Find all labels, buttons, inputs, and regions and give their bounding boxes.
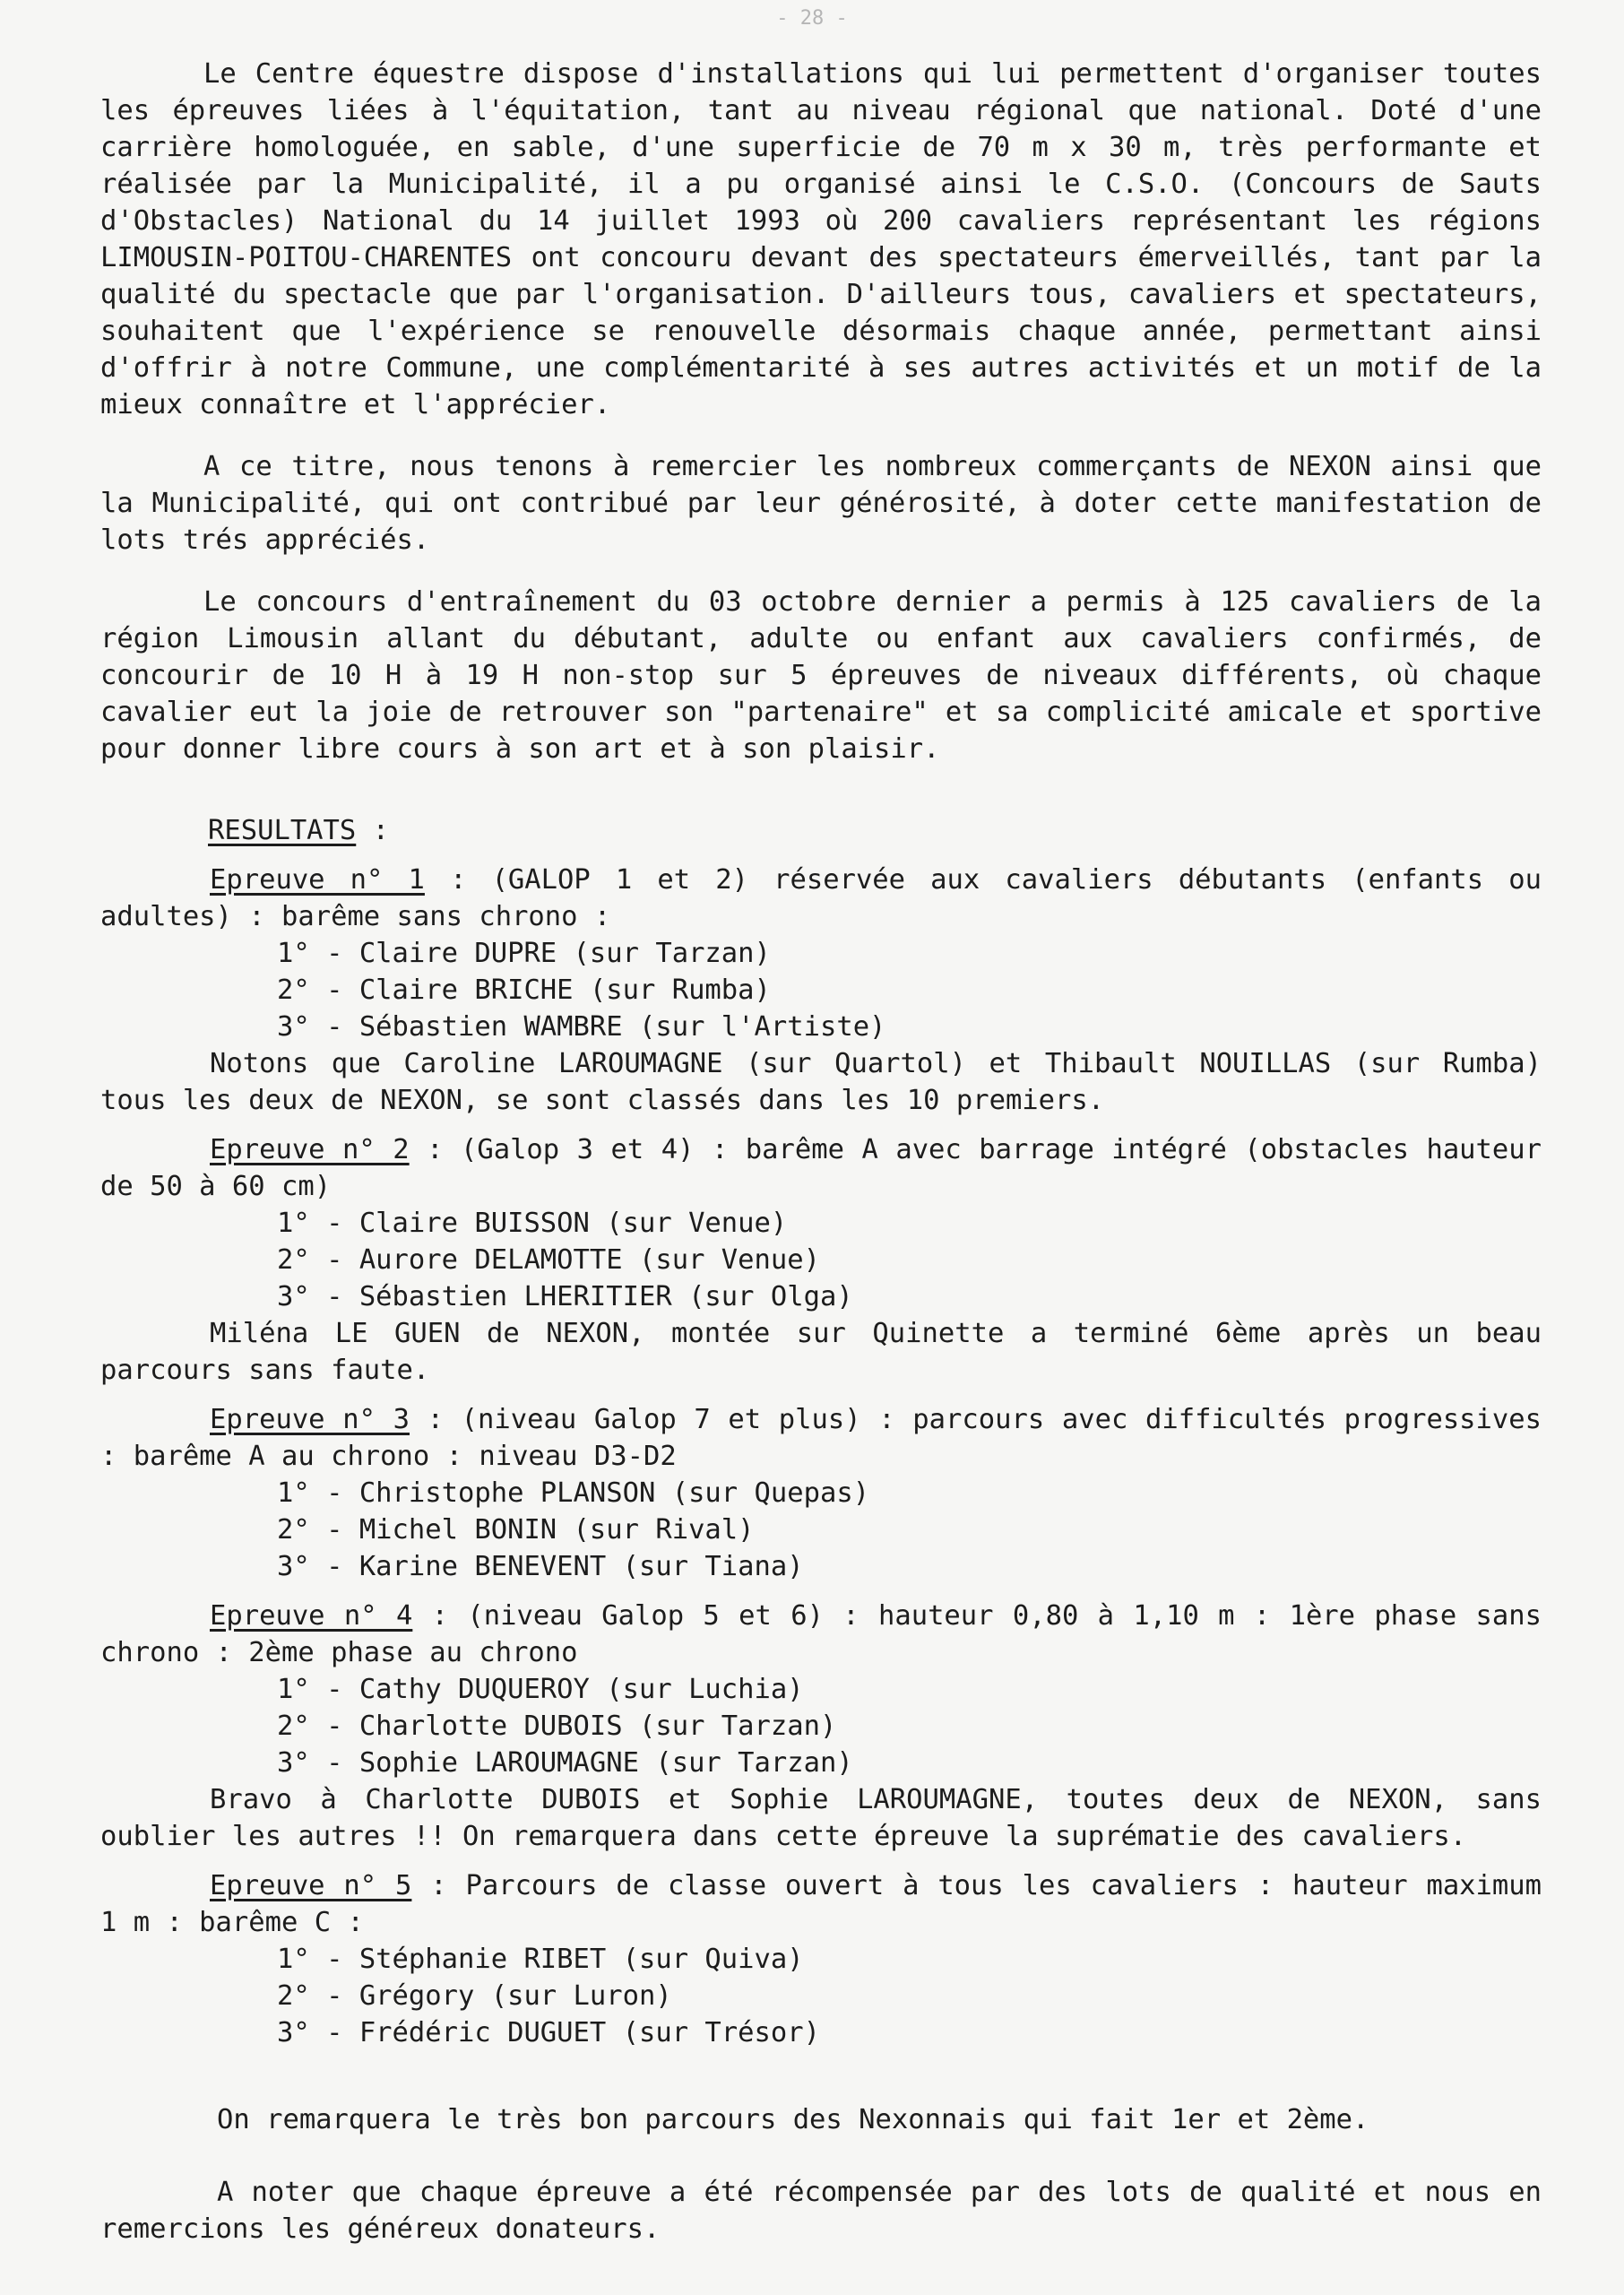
closing-paragraph-2: A noter que chaque épreuve a été récompensée par des lots de qualité et nous en remercions les généreux donateurs. <box>100 2177 1542 2245</box>
ranking-item: 1° - Claire BUISSON (sur Venue) <box>277 1208 788 1239</box>
event-title: Epreuve n° 2 <box>210 1134 410 1165</box>
ranking-item: 2° - Claire BRICHE (sur Rumba) <box>277 974 771 1006</box>
ranking-item: 3° - Sébastien WAMBRE (sur l'Artiste) <box>277 1011 886 1043</box>
ranking-item: 2° - Aurore DELAMOTTE (sur Venue) <box>277 1244 820 1276</box>
page-number: - 28 - <box>776 7 848 30</box>
ranking-item: 1° - Stéphanie RIBET (sur Quiva) <box>277 1944 804 1975</box>
event-5 <box>100 1867 1542 1941</box>
event-1-ranking <box>100 935 1542 1045</box>
event-1 <box>100 862 1542 935</box>
event-5-ranking <box>100 1941 1542 2051</box>
event-description: : (niveau Galop 7 et plus) : parcours avec difficultés progressives : barême A au chrono : niveau D3-D2 <box>100 1404 1542 1472</box>
ranking-item: 3° - Sébastien LHERITIER (sur Olga) <box>277 1281 853 1312</box>
intro-paragraph-1: Le Centre équestre dispose d'installations qui lui permettent d'organiser toutes les épreuves liées à l'équitation, tant au niveau régional que national. Doté d'une carrière homologuée, en sable, d'une superficie de 70 m x 30 m, très performante et réalisée par la Municipalité, il a pu organisé ainsi le C.S.O. (Concours de Sauts d'Obstacles) National du 14 juillet 1993 où 200 cavaliers représentant les régions LIMOUSIN-POITOU-CHARENTES ont concouru devant des spectateurs émerveillés, tant par la qualité du spectacle que par l'organisation. D'ailleurs tous, cavaliers et spectateurs, souhaitent que l'expérience se renouvelle désormais chaque année, permettant ainsi d'offrir à notre Commune, une complémentarité à ses autres activités et un motif de la mieux connaître et l'apprécier. <box>100 58 1542 420</box>
event-description: : (Galop 3 et 4) : barême A avec barrage intégré (obstacles hauteur de 50 à 60 cm) <box>100 1134 1542 1202</box>
event-title: Epreuve n° 5 <box>210 1870 412 1901</box>
ranking-item: 1° - Christophe PLANSON (sur Quepas) <box>277 1477 870 1509</box>
ranking-item: 3° - Frédéric DUGUET (sur Trésor) <box>277 2017 820 2048</box>
event-3-ranking <box>100 1475 1542 1585</box>
ranking-item: 2° - Charlotte DUBOIS (sur Tarzan) <box>277 1710 837 1742</box>
ranking-item: 3° - Karine BENEVENT (sur Tiana) <box>277 1551 804 1582</box>
event-4-ranking <box>100 1671 1542 1781</box>
ranking-item: 1° - Claire DUPRE (sur Tarzan) <box>277 938 771 969</box>
ranking-item: 2° - Michel BONIN (sur Rival) <box>277 1514 755 1546</box>
event-title: Epreuve n° 1 <box>210 864 425 896</box>
event-1-note: Notons que Caroline LAROUMAGNE (sur Quartol) et Thibault NOUILLAS (sur Rumba) tous les deux de NEXON, se sont classés dans les 10 premiers. <box>100 1048 1542 1116</box>
event-2-ranking <box>100 1205 1542 1315</box>
event-4-note: Bravo à Charlotte DUBOIS et Sophie LAROUMAGNE, toutes deux de NEXON, sans oublier les autres !! On remarquera dans cette épreuve la suprématie des cavaliers. <box>100 1784 1542 1852</box>
results-heading-suffix: : <box>356 815 389 846</box>
event-title: Epreuve n° 4 <box>210 1600 413 1632</box>
ranking-item: 1° - Cathy DUQUEROY (sur Luchia) <box>277 1674 804 1705</box>
results-heading-text: RESULTATS <box>208 815 357 846</box>
intro-paragraph-3: Le concours d'entraînement du 03 octobre dernier a permis à 125 cavaliers de la région Limousin allant du débutant, adulte ou enfant aux cavaliers confirmés, de concourir de 10 H à 19 H non-stop sur 5 épreuves de niveaux différents, où chaque cavalier eut la joie de retrouver son "partenaire" et sa complicité amicale et sportive pour donner libre cours à son art et à son plaisir. <box>100 586 1542 765</box>
ranking-item: 2° - Grégory (sur Luron) <box>277 1980 672 2012</box>
results-heading <box>208 812 1542 849</box>
event-description: : (niveau Galop 5 et 6) : hauteur 0,80 à 1,10 m : 1ère phase sans chrono : 2ème phase au chrono <box>100 1600 1542 1668</box>
intro-paragraph-2: A ce titre, nous tenons à remercier les nombreux commerçants de NEXON ainsi que la Municipalité, qui ont contribué par leur générosité, à doter cette manifestation de lots trés appréciés. <box>100 451 1542 556</box>
event-title: Epreuve n° 3 <box>210 1404 410 1435</box>
event-description: : (GALOP 1 et 2) réservée aux cavaliers débutants (enfants ou adultes) : barême sans chrono : <box>100 864 1542 932</box>
event-2-note: Miléna LE GUEN de NEXON, montée sur Quinette a terminé 6ème après un beau parcours sans faute. <box>100 1318 1542 1386</box>
event-3 <box>100 1401 1542 1475</box>
ranking-item: 3° - Sophie LAROUMAGNE (sur Tarzan) <box>277 1747 853 1779</box>
closing-paragraph-1: On remarquera le très bon parcours des Nexonnais qui fait 1er et 2ème. <box>217 2104 1369 2135</box>
event-4 <box>100 1598 1542 1671</box>
event-description: : Parcours de classe ouvert à tous les cavaliers : hauteur maximum 1 m : barême C : <box>100 1870 1542 1938</box>
event-2 <box>100 1131 1542 1205</box>
